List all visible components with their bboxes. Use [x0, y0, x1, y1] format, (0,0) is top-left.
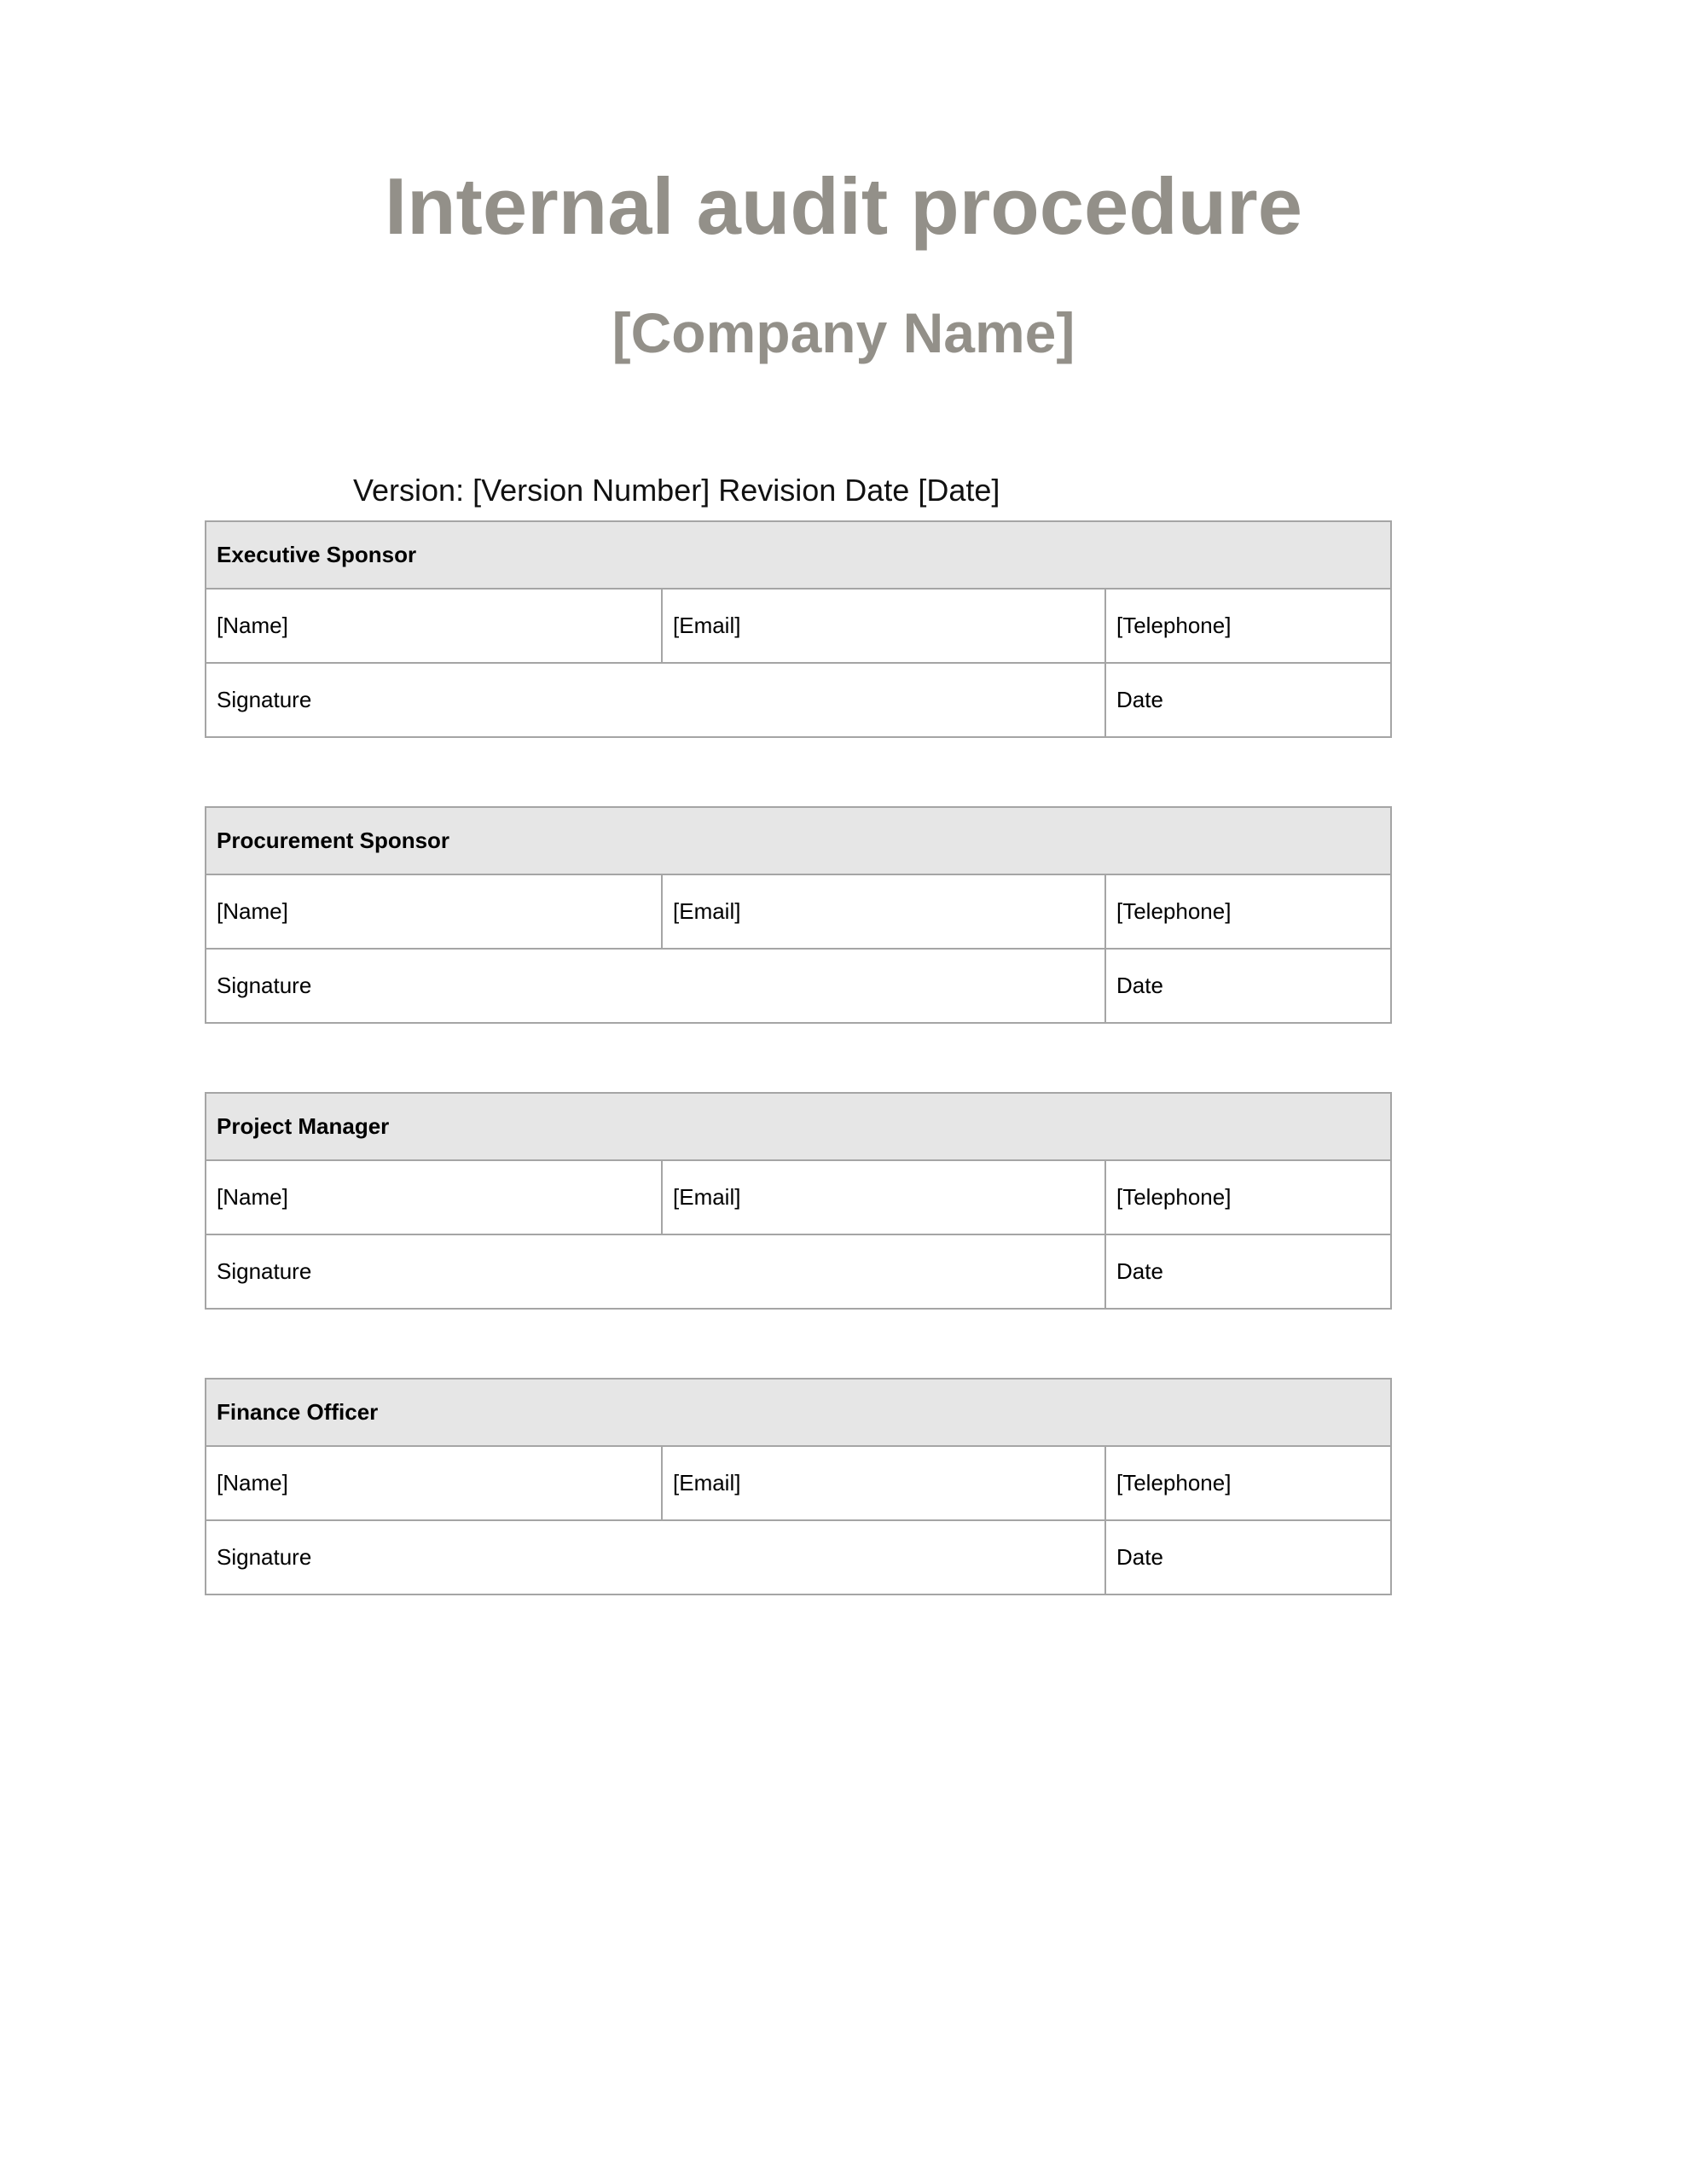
name-field[interactable]: [Name] — [206, 1160, 662, 1234]
section-heading: Finance Officer — [206, 1379, 1391, 1446]
signature-field[interactable]: Signature — [206, 1234, 1105, 1309]
version-line — [353, 475, 1000, 506]
date-field[interactable]: Date — [1105, 1520, 1391, 1594]
telephone-field[interactable]: [Telephone] — [1105, 1446, 1391, 1520]
version-value: [Version Number] — [472, 473, 719, 508]
revision-date-label: Revision Date — [718, 473, 919, 508]
name-field[interactable]: [Name] — [206, 1446, 662, 1520]
name-field[interactable]: [Name] — [206, 874, 662, 949]
date-field[interactable]: Date — [1105, 663, 1391, 737]
telephone-field[interactable]: [Telephone] — [1105, 874, 1391, 949]
executive-sponsor-table — [205, 520, 1392, 738]
email-field[interactable]: [Email] — [662, 874, 1105, 949]
name-field[interactable]: [Name] — [206, 589, 662, 663]
email-field[interactable]: [Email] — [662, 1446, 1105, 1520]
company-name: [Company Name] — [612, 301, 1075, 364]
section-heading: Project Manager — [206, 1093, 1391, 1160]
finance-officer-table — [205, 1378, 1392, 1595]
document-title: Internal audit procedure — [385, 161, 1302, 251]
email-field[interactable]: [Email] — [662, 1160, 1105, 1234]
procurement-sponsor-table — [205, 806, 1392, 1024]
telephone-field[interactable]: [Telephone] — [1105, 589, 1391, 663]
revision-date-value: [Date] — [918, 473, 1000, 508]
project-manager-table — [205, 1092, 1392, 1310]
section-heading: Executive Sponsor — [206, 521, 1391, 589]
signature-field[interactable]: Signature — [206, 663, 1105, 737]
signature-field[interactable]: Signature — [206, 1520, 1105, 1594]
version-label: Version: — [353, 473, 473, 508]
date-field[interactable]: Date — [1105, 949, 1391, 1023]
telephone-field[interactable]: [Telephone] — [1105, 1160, 1391, 1234]
date-field[interactable]: Date — [1105, 1234, 1391, 1309]
email-field[interactable]: [Email] — [662, 589, 1105, 663]
signature-field[interactable]: Signature — [206, 949, 1105, 1023]
section-heading: Procurement Sponsor — [206, 807, 1391, 874]
